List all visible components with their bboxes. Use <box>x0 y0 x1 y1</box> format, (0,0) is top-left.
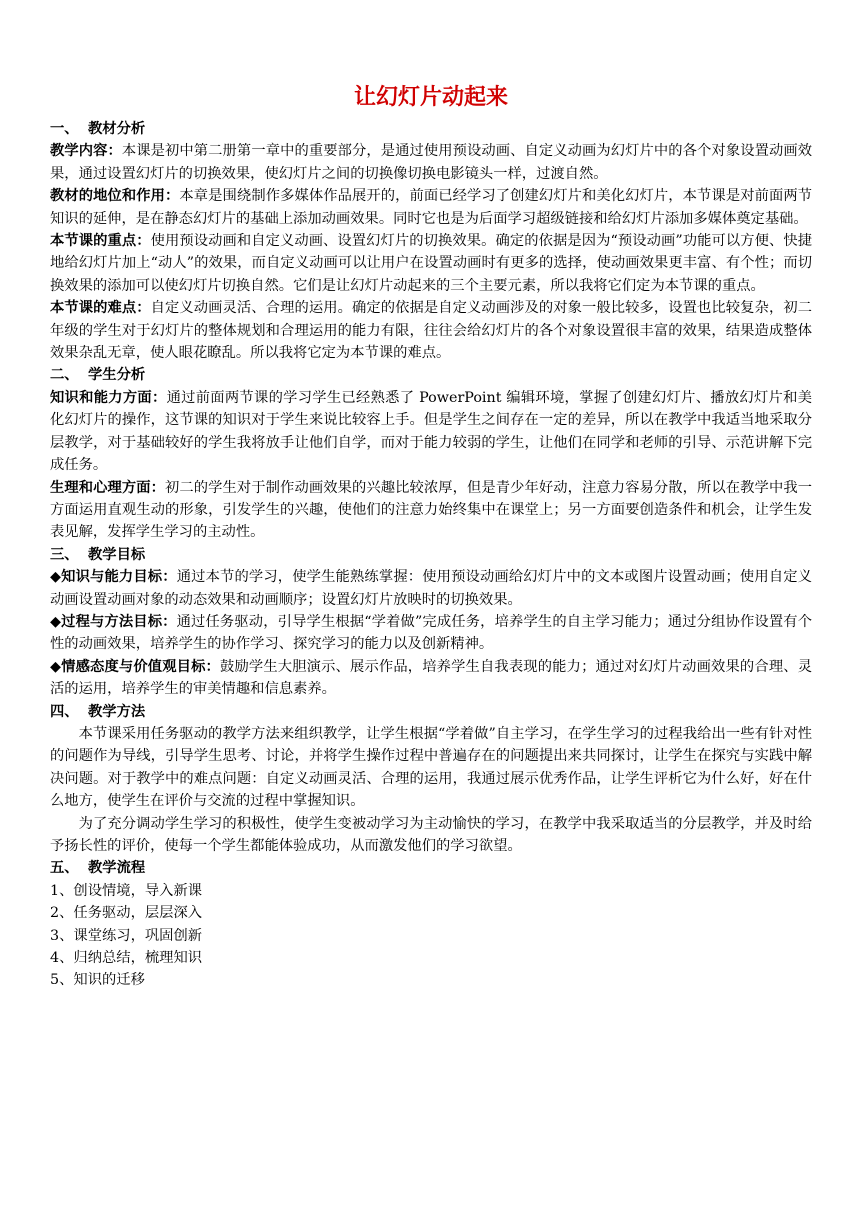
paragraph-label: 生理和心理方面： <box>50 479 166 496</box>
paragraph <box>50 297 812 364</box>
section-heading-2 <box>50 364 812 386</box>
section-heading-3 <box>50 544 812 566</box>
paragraph-label: 教材的地位和作用： <box>50 188 180 205</box>
paragraph-label: 教学内容： <box>50 143 122 160</box>
paragraph <box>50 230 812 297</box>
paragraph: 为了充分调动学生学习的积极性，使学生变被动学习为主动愉快的学习，在教学中我采取适当的分层教学，并及时给予扬长性的评价，使每一个学生都能体验成功，从而激发他们的学习欲望。 <box>50 815 812 854</box>
paragraph <box>50 185 812 230</box>
list-item: 2、任务驱动，层层深入 <box>50 905 203 922</box>
paragraph <box>50 387 812 477</box>
paragraph <box>50 611 812 656</box>
paragraph-text: 本课是初中第二册第一章中的重要部分，是通过使用预设动画、自定义动画为幻灯片中的各个对象设置动画效果，通过设置幻灯片的切换效果，使幻灯片之间的切换像切换电影镜头一样，过渡自然。 <box>50 143 813 182</box>
paragraph <box>50 140 812 185</box>
paragraph <box>50 477 812 544</box>
section-title: 教材分析 <box>88 121 146 137</box>
paragraph-label: 本节课的重点： <box>50 233 151 250</box>
section-title: 教学方法 <box>88 703 146 720</box>
paragraph-text: 通过前面两节课的学习学生已经熟悉了 PowerPoint 编辑环境，掌握了创建幻灯片、播放幻灯片和美化幻灯片的操作，这节课的知识对于学生来说比较容上手。但是学生之间存在一定的差异，所以在教学中我适当地采取分层教学，对于基础较好的学生我将放手让他们自学，而对于能力较弱的学生，让他们在同学和老师的引导、示范讲解下完成任务。 <box>50 389 812 474</box>
section-heading-1 <box>50 118 812 140</box>
section-heading-5 <box>50 857 812 879</box>
paragraph <box>50 566 812 611</box>
paragraph-text: 使用预设动画和自定义动画、设置幻灯片的切换效果。确定的依据是因为“预设动画”功能可以方便、快捷地给幻灯片加上“动人”的效果，而自定义动画可以让用户在设置动画时有更多的选择，使动画效果更丰富、有个性；而切换效果的添加可以使幻灯片切换自然。它们是让幻灯片动起来的三个主要元素，所以我将它们定为本节课的重点。 <box>50 233 812 294</box>
section-number: 一、 <box>50 121 79 137</box>
list-item: 1、创设情境，导入新课 <box>50 882 203 899</box>
paragraph-text: 本章是围绕制作多媒体作品展开的，前面已经学习了创建幻灯片和美化幻灯片，本节课是对前面两节知识的延伸，是在静态幻灯片的基础上添加动画效果。同时它也是为后面学习超级链接和给幻灯片添加多媒体奠定基础。 <box>50 188 813 227</box>
section-number: 五、 <box>50 860 79 877</box>
list-item: 3、课堂练习，巩固创新 <box>50 927 203 944</box>
section-title: 教学目标 <box>88 546 146 563</box>
paragraph-label: 本节课的难点： <box>50 300 151 317</box>
paragraph-label: ◆知识与能力目标： <box>50 569 177 586</box>
section-title: 教学流程 <box>88 860 146 877</box>
paragraph-text: 自定义动画灵活、合理的运用。确定的依据是自定义动画涉及的对象一般比较多，设置也比较复杂，初二年级的学生对于幻灯片的整体规划和合理运用的能力有限，往往会给幻灯片的各个对象设置很丰富的效果，结果造成整体效果杂乱无章，使人眼花瞭乱。所以我将它定为本节课的难点。 <box>50 300 812 362</box>
paragraph-text: 初二的学生对于制作动画效果的兴趣比较浓厚，但是青少年好动，注意力容易分散，所以在教学中我一方面运用直观生动的形象，引发学生的兴趣，使他们的注意力始终集中在课堂上；另一方面要创造条件和机会，让学生发表见解，发挥学生学习的主动性。 <box>50 479 812 541</box>
paragraph: 本节课采用任务驱动的教学方法来组织教学，让学生根据“学着做”自主学习，在学生学习的过程我给出一些有针对性的问题作为导线，引导学生思考、讨论，并将学生操作过程中普遍存在的问题提出来共同探讨，让学生在探究与实践中解决问题。对于教学中的难点问题：自定义动画灵活、合理的运用，我通过展示优秀作品，让学生评析它为什么好，好在什么地方，使学生在评价与交流的过程中掌握知识。 <box>50 725 812 810</box>
section-number: 二、 <box>50 367 79 384</box>
page-title: 让幻灯片动起来 <box>353 84 508 110</box>
paragraph-label: ◆过程与方法目标： <box>50 613 177 630</box>
section-title: 学生分析 <box>88 367 146 384</box>
paragraph-text: 通过任务驱动，引导学生根据“学着做”完成任务，培养学生的自主学习能力；通过分组协作设置有个性的动画效果，培养学生的协作学习、探究学习的能力以及创新精神。 <box>50 613 812 653</box>
paragraph-text: 鼓励学生大胆演示、展示作品，培养学生自我表现的能力；通过对幻灯片动画效果的合理、灵活的运用，培养学生的审美情趣和信息素养。 <box>50 658 813 698</box>
document-page <box>50 82 812 992</box>
paragraph-label: ◆情感态度与价值观目标： <box>50 658 221 675</box>
paragraph <box>50 656 812 701</box>
list-item: 5、知识的迁移 <box>50 972 145 989</box>
section-heading-4 <box>50 701 812 723</box>
section-number: 四、 <box>50 703 79 720</box>
list-item: 4、归纳总结，梳理知识 <box>50 950 203 967</box>
paragraph-text: 通过本节的学习，使学生能熟练掌握：使用预设动画给幻灯片中的文本或图片设置动画；使用自定义动画设置动画对象的动态效果和动画顺序；设置幻灯片放映时的切换效果。 <box>50 569 812 608</box>
paragraph-label: 知识和能力方面： <box>50 389 167 406</box>
section-number: 三、 <box>50 546 79 563</box>
